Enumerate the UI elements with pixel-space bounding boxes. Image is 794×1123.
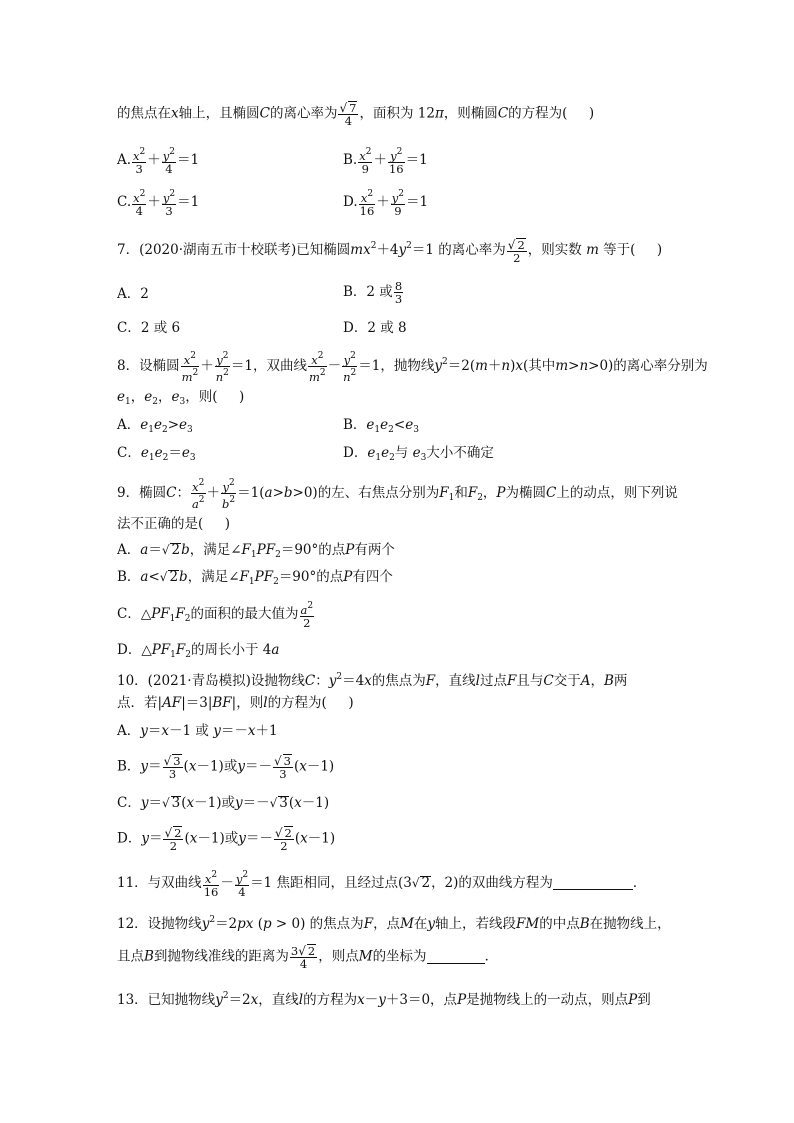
q6-option-a: A. $\frac{x^2}{3}$ ＋ $\frac{y^2}{4}$ ＝1 bbox=[117, 147, 200, 176]
q8-stem-line2: $e_1$，$e_2$，$e_3$，则( ) bbox=[117, 389, 245, 407]
q7-option-b: B．2 或 $\frac{8}{3}$ bbox=[343, 279, 403, 306]
q9-option-a: A．a＝√ 2b，满足$\angle F_1PF_2=90^\circ$的点P有两个 bbox=[117, 542, 395, 560]
q9-option-b: B．a<√ 2b，满足$\angle F_1PF_2=90^\circ$的点P有四个 bbox=[117, 569, 393, 587]
q9-option-c: C．$\triangle PF_1F_2$的面积的最大值为 $\frac{a^2}{2}$ bbox=[117, 601, 314, 630]
q10-option-c: C．y＝√ 3(x－1)或y＝－√ 3(x－1) bbox=[117, 795, 330, 811]
q8-option-d: D．$e_1e_2$与 $e_3$大小不确定 bbox=[343, 445, 494, 463]
q6-option-d: D. $\frac{x^2}{16}$ ＋ $\frac{y^2}{9}$ ＝1 bbox=[343, 189, 429, 218]
q11-answer-blank[interactable] bbox=[553, 875, 633, 890]
q12-stem-line2: 且点B到抛物线准线的距离为 $\frac{3√ 2}{4}$ ，则点M的坐标为 ． bbox=[117, 944, 499, 971]
q8-option-c: C．$e_1e_2=e_3$ bbox=[117, 445, 196, 463]
q7-option-a: A．2 bbox=[117, 286, 149, 302]
q13-stem: 13．已知抛物线$y^2=2x$，直线l的方程为x－y＋3＝0，点P是抛物线上的一动点，则点P到 bbox=[117, 991, 651, 1008]
q10-option-a: A．y＝x－1 或 y＝－x＋1 bbox=[117, 723, 278, 739]
q10-option-b: B．y＝ $\frac{√ 3}{3}$ (x－1)或y＝－ $\frac{√ 3}{3}$ (x－1) bbox=[117, 754, 335, 781]
q9-stem-line2: 法不正确的是( ) bbox=[117, 516, 231, 532]
q10-option-d: D．y＝ $\frac{√ 2}{2}$ (x－1)或y＝－ $\frac{√ 2}{2}$ (x－1) bbox=[117, 826, 336, 853]
q6-stem: 的焦点在x轴上，且椭圆C的离心率为 $\frac{√ 7}{4}$ ，面积为 12π，则椭圆C的方程为( ) bbox=[117, 101, 595, 128]
q12-answer-blank[interactable] bbox=[427, 949, 485, 964]
q6-option-b: B. $\frac{x^2}{9}$ ＋ $\frac{y^2}{16}$ ＝1 bbox=[343, 147, 428, 176]
q11-stem: 11．与双曲线 $\frac{x^2}{16}$ － $\frac{y^2}{4}$ ＝1 焦距相同，且经过点(3√ 2，2)的双曲线方程为 ． bbox=[117, 870, 647, 899]
q7-stem: 7．(2020·湖南五市十校联考)已知椭圆$mx^2+4y^2=1$ 的离心率为 $\frac{√ 2}{2}$ ，则实数 m 等于( ) bbox=[117, 237, 663, 265]
q8-option-a: A．$e_1e_2>e_3$ bbox=[117, 417, 193, 435]
q10-stem: 10．(2021·青岛模拟)设抛物线C：$y^2=4x$的焦点为F，直线l过点F且与C交于A，B两 bbox=[117, 672, 628, 689]
q10-stem-line2: 点．若|AF|＝3|BF|，则l的方程为( ) bbox=[117, 695, 354, 711]
q8-option-b: B．$e_1e_2<e_3$ bbox=[343, 417, 419, 435]
q12-stem: 12．设抛物线$y^2=2px$ (p > 0) 的焦点为F，点M在y轴上，若线段FM的中点B在抛物线上， bbox=[117, 915, 671, 932]
q9-stem: 9．椭圆C： $\frac{x^2}{a^2}$ ＋ $\frac{y^2}{b^2}$ ＝1(a>b>0)的左、右焦点分别为$F_1$和$F_2$，P为椭圆C上的动点，则下列说 bbox=[117, 478, 678, 511]
q7-option-c: C．2 或 6 bbox=[117, 320, 181, 336]
q8-stem: 8．设椭圆 $\frac{x^2}{m^2}$ ＋ $\frac{y^2}{n^2}$ ＝1，双曲线 $\frac{x^2}{m^2}$ － $\frac{y^2}{n^2}$ ＝1，抛物线$y^2=2(m+n)x$(其中m>n>0)的离心率分别为 bbox=[117, 351, 708, 384]
q7-option-d: D．2 或 8 bbox=[343, 320, 407, 336]
q9-option-d: D．$\triangle PF_1F_2$的周长小于 4a bbox=[117, 642, 280, 660]
q6-option-c: C. $\frac{x^2}{4}$ ＋ $\frac{y^2}{3}$ ＝1 bbox=[117, 189, 200, 218]
